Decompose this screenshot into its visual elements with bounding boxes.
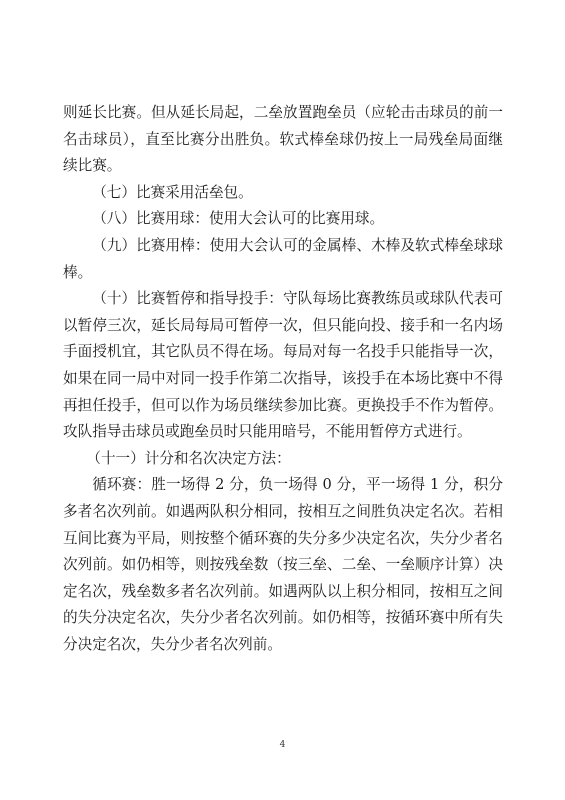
paragraph-rule-9: （九）比赛用棒：使用大会认可的金属棒、木棒及软式棒垒球球棒。 — [63, 236, 503, 281]
paragraph-extra-innings: 则延长比赛。但从延长局起，二垒放置跑垒员（应轮击击球员的前一名击球员），直至比赛分出胜负。软式棒垒球仍按上一局残垒局面继续比赛。 — [63, 104, 503, 175]
page-number: 4 — [279, 740, 286, 750]
paragraph-round-robin: 循环赛：胜一场得 2 分，负一场得 0 分，平一场得 1 分，积分多者名次列前。如遇两队积分相同，按相互之间胜负决定名次。若相互间比赛为平局，则按整个循环赛的失分多少决定名次，失分少者名次列前。如仍相等，则按残垒数（按三垒、二垒、一垒顺序计算）决定名次，残垒数多者名次列前。如遇两队以上积分相同，按相互之间的失分决定名次，失分少者名次列前。如仍相等，按循环赛中所有失分决定名次，失分少者名次列前。 — [63, 476, 503, 653]
paragraph-rule-11-heading: （十一）计分和名次决定方法： — [86, 449, 291, 467]
document-body — [63, 100, 503, 658]
paragraph-rule-10: （十）比赛暂停和指导投手：守队每场比赛教练员或球队代表可以暂停三次，延长局每局可暂停一次，但只能向投、接手和一名内场手面授机宜，其它队员不得在场。每局对每一名投手只能指导一次，如果在同一局中对同一投手作第二次指导，该投手在本场比赛中不得再担任投手，但可以作为场员继续参加比赛。更换投手不作为暂停。攻队指导击球员或跑垒员时只能用暗号，不能用暂停方式进行。 — [63, 290, 503, 441]
paragraph-rule-7: （七）比赛采用活垒包。 — [92, 183, 253, 201]
paragraph-rule-8: （八）比赛用球：使用大会认可的比赛用球。 — [92, 210, 385, 228]
